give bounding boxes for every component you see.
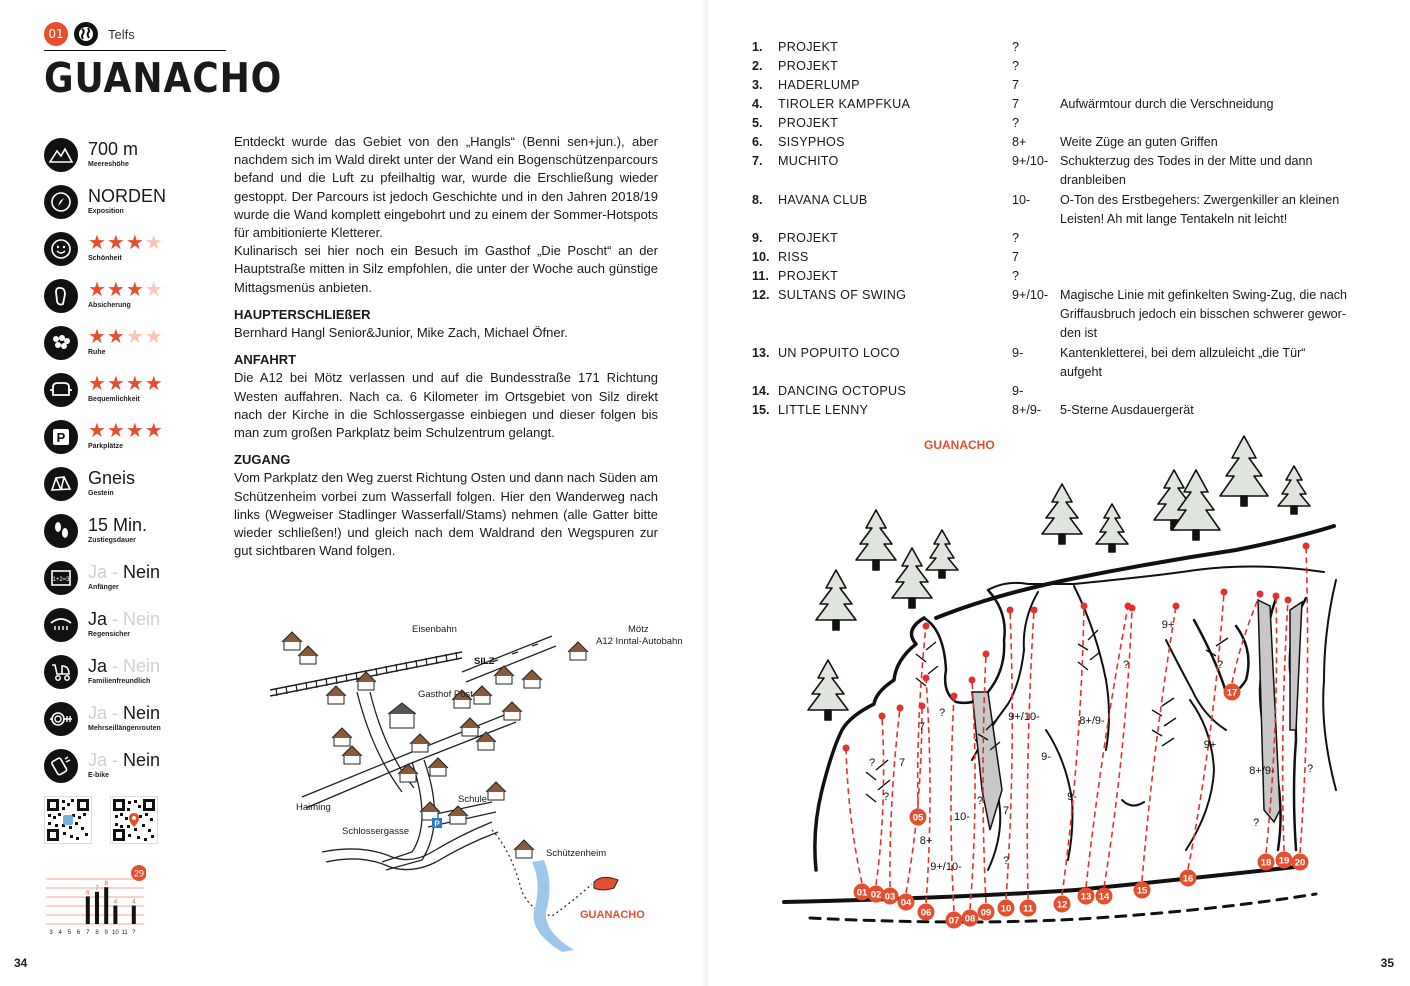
route-line xyxy=(970,680,975,909)
route-description xyxy=(1060,344,1364,382)
stat-altitude: 700 m Meereshöhe xyxy=(44,138,138,172)
route-grade: 8+ xyxy=(1012,135,1027,149)
route-description-line: Weite Züge an guten Griffen xyxy=(1060,135,1218,149)
route-number: 5. xyxy=(752,116,763,130)
route-number: 3. xyxy=(752,78,763,92)
route-marker-label: 03 xyxy=(884,891,896,903)
topo-grade-label: 9+ xyxy=(1161,619,1175,631)
route-row xyxy=(752,95,1372,114)
topo-grade-label: 9- xyxy=(1067,791,1077,803)
route-name: SULTANS OF SWING xyxy=(778,288,907,302)
map-label-schule: Schule xyxy=(458,794,488,805)
parking-icon xyxy=(44,420,78,454)
route-line xyxy=(1062,606,1084,895)
route-description-line: O-Ton des Erstbegehers: Zwergenkiller an kleinen xyxy=(1060,193,1340,207)
route-description xyxy=(1060,38,1364,57)
beauty-rating: ★★★★ xyxy=(88,232,164,254)
route-number: 7. xyxy=(752,154,763,168)
route-number: 2. xyxy=(752,59,763,73)
route-description-line: Griffausbruch jedoch ein bisschen schwerer gewor- xyxy=(1060,307,1347,321)
topo-grade-label: 7 xyxy=(1002,805,1010,817)
crag-topo xyxy=(776,430,1376,950)
route-anchor xyxy=(1221,589,1228,596)
route-description xyxy=(1060,152,1364,190)
intro-paragraph: Entdeckt wurde das Gebiet von den „Hangls“ (Benni sen+jun.), aber nachdem sich im Wald direkt unter der Wand ein Bogenschützenparcours befand und die Luft zu pfeilhaltig war, wurde die Erschließung wieder gestoppt. Der Parcours ist jedoch Geschichte und in den Jahren 2018/19 wurde die Wand komplett eingebohrt und zu einem der Sommer-Hotspots für ambitionierte Kletterer. xyxy=(234,134,658,241)
route-name: LITTLE LENNY xyxy=(778,403,869,417)
page-gutter xyxy=(702,0,710,986)
intro-paragraph-2: Kulinarisch sei hier noch ein Besuch im Gasthof „Die Poscht“ an der Hauptstraße mitten in Silz empfohlen, die unter der Woche auch günstige Mittagsmenüs anbieten. xyxy=(234,243,658,295)
topo-grade-label: 8+ xyxy=(919,835,933,847)
route-row xyxy=(752,382,1372,401)
route-marker-label: 16 xyxy=(1182,873,1194,885)
route-marker-label: 17 xyxy=(1226,687,1238,699)
stat-ebike: Ja - Nein E-bike xyxy=(44,749,160,783)
histogram-bar-label: 4 xyxy=(132,899,136,906)
route-grade: 9+/10- xyxy=(1012,288,1049,302)
route-description xyxy=(1060,286,1364,343)
route-grade: 8+/9- xyxy=(1012,403,1042,417)
stat-rock: Gneis Gestein xyxy=(44,467,135,501)
qr-code-info[interactable] xyxy=(44,796,92,844)
route-description-line: Magische Linie mit gefinkelten Swing-Zug, die nach xyxy=(1060,288,1348,302)
route-row xyxy=(752,191,1372,229)
route-number: 12. xyxy=(752,288,770,302)
crowd-icon xyxy=(44,326,78,360)
river xyxy=(532,860,574,952)
route-anchor xyxy=(951,693,958,700)
approach-text: Vom Parkplatz den Weg zuerst Richtung Osten und dann nach Süden am Schützenheim vorbei zum Wasserfall folgen. Hier den Wanderweg nach links (Wegweiser Stadlinger Wasserfall/Stams) nehmen (alle Gatter bitte wieder schließen!) und gleich nach dem Waldrand den Wegspuren zur gut sichtbaren Wand folgen. xyxy=(234,470,658,559)
route-line xyxy=(1300,546,1308,853)
directions-text: Die A12 bei Mötz verlassen und auf die Bundesstraße 171 Richtung Westen auffahren. Nach ca. 6 Kilometer im Ortsgebiet von Silz direkt nach der Kirche in die Schlossergasse einbiegen und dieser folgen bis man zum großen Parkplatz beim Schulzentrum gelangt. xyxy=(234,370,658,441)
topo-grade-label: 7 xyxy=(918,721,926,733)
stat-family: Ja - Nein Familienfreundlich xyxy=(44,655,160,689)
stroller-icon xyxy=(44,655,78,689)
route-anchor xyxy=(1031,607,1038,614)
directions-heading: ANFAHRT xyxy=(234,352,297,368)
topo-grade-label: 8+/9- xyxy=(1249,765,1275,777)
route-marker-label: 06 xyxy=(920,907,932,919)
topo-grade-label: 9+/10- xyxy=(930,861,962,873)
histogram-tick-label: 9 xyxy=(104,930,108,936)
histogram-tick-label: 6 xyxy=(76,930,81,936)
route-grade: 9- xyxy=(1012,346,1024,360)
route-number: 11. xyxy=(752,269,769,283)
route-line xyxy=(1027,610,1034,899)
route-name: HADERLUMP xyxy=(778,78,860,92)
route-anchor xyxy=(1129,605,1136,612)
smiley-icon xyxy=(44,232,78,266)
route-grade: ? xyxy=(1012,59,1020,73)
area-name: Telfs xyxy=(108,26,135,42)
route-description-line: den ist xyxy=(1060,326,1098,340)
route-marker-label: 02 xyxy=(870,889,882,901)
route-row xyxy=(752,114,1372,133)
route-anchor xyxy=(1257,591,1264,598)
route-row xyxy=(752,401,1372,420)
histogram-bar-label: 4 xyxy=(113,899,118,906)
route-anchor xyxy=(843,745,850,752)
route-row xyxy=(752,57,1372,76)
route-description xyxy=(1060,401,1364,420)
histogram-bar-label: 8 xyxy=(104,881,108,888)
route-marker-label: 05 xyxy=(912,812,924,824)
map-label-haiming: Haiming xyxy=(296,802,331,813)
route-grade: 9- xyxy=(1012,384,1024,398)
route-name: TIROLER KAMPFKUA xyxy=(778,97,911,111)
route-number: 6. xyxy=(752,135,763,149)
route-marker-label: 11 xyxy=(1022,903,1034,915)
route-anchor xyxy=(919,703,926,710)
route-row xyxy=(752,267,1372,286)
stat-comfort: ★★★★ Bequemlichkeit xyxy=(44,373,164,407)
histogram-bar xyxy=(104,887,108,924)
route-number: 10. xyxy=(752,250,770,264)
route-number: 13. xyxy=(752,346,770,360)
histogram-tick-label: 10 xyxy=(112,930,119,936)
route-name: SISYPHOS xyxy=(778,135,845,149)
route-marker-label: 07 xyxy=(948,915,960,927)
route-anchor xyxy=(923,623,930,630)
route-marker-label: 04 xyxy=(900,897,912,909)
trees xyxy=(808,436,1310,720)
page-number-left: 34 xyxy=(14,956,28,970)
route-grade: ? xyxy=(1012,269,1020,283)
route-marker-label: 14 xyxy=(1098,891,1110,903)
map-label-autobahn: A12 Inntal-Autobahn xyxy=(596,636,683,647)
route-line xyxy=(846,748,862,883)
route-marker-label: 01 xyxy=(856,887,868,899)
svg-text:P: P xyxy=(56,430,66,445)
route-number: 9. xyxy=(752,231,763,245)
approach-map xyxy=(262,612,692,962)
route-row xyxy=(752,286,1372,343)
route-line xyxy=(1142,606,1176,881)
svg-text:1+2=3: 1+2=3 xyxy=(52,577,70,583)
histogram-tick-label: 7 xyxy=(86,930,90,936)
route-row xyxy=(752,76,1372,95)
wall-outline xyxy=(784,526,1336,922)
route-row xyxy=(752,133,1372,152)
histogram-bar xyxy=(113,906,117,924)
map-label-schlossergasse: Schlossergasse xyxy=(342,826,410,837)
route-grade: 7 xyxy=(1012,97,1020,111)
topo-grade-label: ? xyxy=(1306,763,1314,775)
armchair-icon xyxy=(44,373,78,407)
rock-icon xyxy=(44,467,78,501)
route-grade: ? xyxy=(1012,40,1020,54)
route-number: 1. xyxy=(752,40,763,54)
route-anchor xyxy=(1285,597,1292,604)
approach-heading: ZUGANG xyxy=(234,452,291,468)
route-anchor xyxy=(1303,543,1310,550)
route-row xyxy=(752,344,1372,382)
area-header xyxy=(44,20,226,51)
crag-number-badge: 01 xyxy=(44,22,68,46)
route-name: MUCHITO xyxy=(778,154,839,168)
route-anchor xyxy=(897,705,904,712)
route-marker-label: 15 xyxy=(1136,885,1148,897)
compass-icon xyxy=(44,185,78,219)
topo-grade-label: 10- xyxy=(954,811,970,823)
route-line xyxy=(1104,608,1132,887)
ebike-icon xyxy=(44,749,78,783)
route-name: PROJEKT xyxy=(778,59,839,73)
route-description xyxy=(1060,76,1364,95)
map-label-gasthof: Gasthof Post xyxy=(418,689,473,700)
histogram-tick-label: 8 xyxy=(95,930,99,936)
carabiner-icon xyxy=(44,279,78,313)
page-title: GUANACHO xyxy=(44,54,283,102)
histogram-tick-label: 11 xyxy=(121,930,128,936)
route-description-line: 5-Sterne Ausdauergerät xyxy=(1060,403,1194,417)
route-description xyxy=(1060,267,1364,286)
route-number: 8. xyxy=(752,193,763,207)
route-marker-label: 09 xyxy=(980,907,992,919)
route-line xyxy=(906,706,922,893)
comfort-rating: ★★★★ xyxy=(88,373,164,395)
route-anchor xyxy=(923,675,930,682)
route-row xyxy=(752,229,1372,248)
route-description-line: Kantenkletterei, bei dem allzuleicht „die Tür“ xyxy=(1060,346,1306,360)
route-anchor xyxy=(1273,593,1280,600)
first-ascensionists-text: Bernhard Hangl Senior&Junior, Mike Zach, Michael Öfner. xyxy=(234,325,568,341)
route-name: HAVANA CLUB xyxy=(778,193,868,207)
route-name: PROJEKT xyxy=(778,40,839,54)
globe-icon xyxy=(74,22,98,46)
route-name: UN POPUITO LOCO xyxy=(778,346,900,360)
stat-quiet: ★★★★ Ruhe xyxy=(44,326,164,360)
route-description xyxy=(1060,133,1364,152)
route-row xyxy=(752,38,1372,57)
route-line xyxy=(951,696,954,911)
parking-rating: ★★★★ xyxy=(88,420,164,442)
header-rule xyxy=(44,50,226,51)
histogram-bar xyxy=(86,896,90,924)
route-grade: ? xyxy=(1012,231,1020,245)
crag-marker xyxy=(594,877,618,890)
route-grade: 7 xyxy=(1012,250,1020,264)
stat-beauty: ★★★★ Schönheit xyxy=(44,232,164,266)
topo-grade-label: ? xyxy=(938,707,946,719)
histogram-tick-label: 3 xyxy=(49,930,53,936)
route-marker-label: 18 xyxy=(1260,857,1272,869)
route-anchor xyxy=(983,651,990,658)
stat-protection: ★★★★ Absicherung xyxy=(44,279,164,313)
route-name: PROJEKT xyxy=(778,116,839,130)
histogram-bar-label: 7 xyxy=(95,885,99,892)
route-description-line: aufgeht xyxy=(1060,365,1103,379)
histogram-tick-label: ? xyxy=(132,930,136,936)
histogram-tick-label: 5 xyxy=(67,930,72,936)
roof-icon xyxy=(44,608,78,642)
route-grade: 10- xyxy=(1012,193,1031,207)
topo-grade-label: 9- xyxy=(1041,751,1051,763)
route-name: PROJEKT xyxy=(778,269,839,283)
topo-grade-label: 7 xyxy=(898,757,906,769)
route-description-line: dranbleiben xyxy=(1060,173,1126,187)
topo-grade-label: ? xyxy=(1252,817,1260,829)
route-description xyxy=(1060,95,1364,114)
topo-grade-label: 8+/9- xyxy=(1079,715,1105,727)
topo-grade-label: ? xyxy=(868,757,876,769)
histogram-bar-label: 6 xyxy=(86,890,90,897)
topo-grade-label: 9+/10- xyxy=(1008,711,1040,723)
route-description-line: Leisten! Ah mit lange Tentakeln nit leicht! xyxy=(1060,212,1288,226)
route-description-line: Aufwärmtour durch die Verschneidung xyxy=(1060,97,1274,111)
route-marker-label: 10 xyxy=(1000,903,1012,915)
route-anchor xyxy=(969,677,976,684)
route-description-line: Schukterzug des Todes in der Mitte und dann xyxy=(1060,154,1313,168)
topo-title: GUANACHO xyxy=(924,438,995,452)
mountain-icon xyxy=(44,138,78,172)
route-number: 14. xyxy=(752,384,770,398)
route-name: DANCING OCTOPUS xyxy=(778,384,907,398)
footprints-icon xyxy=(44,514,78,548)
route-anchor xyxy=(1173,603,1180,610)
route-description xyxy=(1060,382,1364,401)
stat-approach: 15 Min. Zustiegsdauer xyxy=(44,514,147,548)
route-marker-label: 13 xyxy=(1080,891,1092,903)
map-label-silz: SILZ xyxy=(474,656,495,667)
route-description xyxy=(1060,57,1364,76)
histogram-bar xyxy=(95,892,99,924)
stat-beginner: 1+2=3 Ja - Nein Anfänger xyxy=(44,561,160,595)
route-anchor xyxy=(879,713,886,720)
route-anchor xyxy=(1007,607,1014,614)
parking-marker-label: P xyxy=(434,819,440,829)
route-marker-label: 12 xyxy=(1056,899,1068,911)
route-marker-label: 19 xyxy=(1278,855,1290,867)
route-grade: ? xyxy=(1012,116,1020,130)
histogram-tick-label: 4 xyxy=(58,930,62,936)
histogram-total: 29 xyxy=(133,868,145,879)
route-row xyxy=(752,248,1372,267)
route-marker-label: 08 xyxy=(964,913,976,925)
histogram-bar xyxy=(132,906,136,924)
topo-grade-label: ? xyxy=(1122,659,1130,671)
route-description xyxy=(1060,191,1364,229)
stat-exposition: NORDEN Exposition xyxy=(44,185,166,219)
first-ascensionists-heading: HAUPTERSCHLIEßER xyxy=(234,306,371,322)
route-line xyxy=(890,708,900,887)
protection-rating: ★★★★ xyxy=(88,279,164,301)
route-grade: 7 xyxy=(1012,78,1020,92)
route-name: PROJEKT xyxy=(778,231,839,245)
topo-grade-label: ? xyxy=(976,795,984,807)
route-row xyxy=(752,152,1372,190)
topo-grade-labels xyxy=(869,619,1313,873)
map-label-moetz: Mötz xyxy=(628,624,649,635)
rope-icon xyxy=(44,702,78,736)
topo-grade-label: 9+ xyxy=(1203,739,1217,751)
topo-grade-label: ? xyxy=(1216,659,1224,671)
qr-code-location[interactable] xyxy=(110,796,158,844)
stat-multipitch: Ja - Nein Mehrseillängenrouten xyxy=(44,702,161,736)
route-name: RISS xyxy=(778,250,809,264)
route-line xyxy=(1283,600,1288,851)
route-anchor xyxy=(1081,603,1088,610)
map-label-crag: GUANACHO xyxy=(580,909,645,921)
route-description xyxy=(1060,248,1364,267)
beginner-icon xyxy=(44,561,78,595)
route-number: 15. xyxy=(752,403,770,417)
grade-histogram xyxy=(44,862,146,936)
map-label-eisenbahn: Eisenbahn xyxy=(412,624,457,635)
stat-rainproof: Ja - Nein Regensicher xyxy=(44,608,160,642)
route-grade: 9+/10- xyxy=(1012,154,1049,168)
stat-parking: P ★★★★ Parkplätze xyxy=(44,420,164,454)
topo-grade-label: ? xyxy=(1002,855,1010,867)
route-description xyxy=(1060,229,1364,248)
description-column xyxy=(234,133,658,560)
topo-grade-label: ? xyxy=(882,791,890,803)
route-description xyxy=(1060,114,1364,133)
quiet-rating: ★★★★ xyxy=(88,326,164,348)
route-number: 4. xyxy=(752,97,763,111)
route-line xyxy=(1232,594,1260,683)
page-number-right: 35 xyxy=(1380,956,1394,970)
route-marker-label: 20 xyxy=(1294,857,1306,869)
map-label-schuetzenheim: Schützenheim xyxy=(546,848,607,859)
